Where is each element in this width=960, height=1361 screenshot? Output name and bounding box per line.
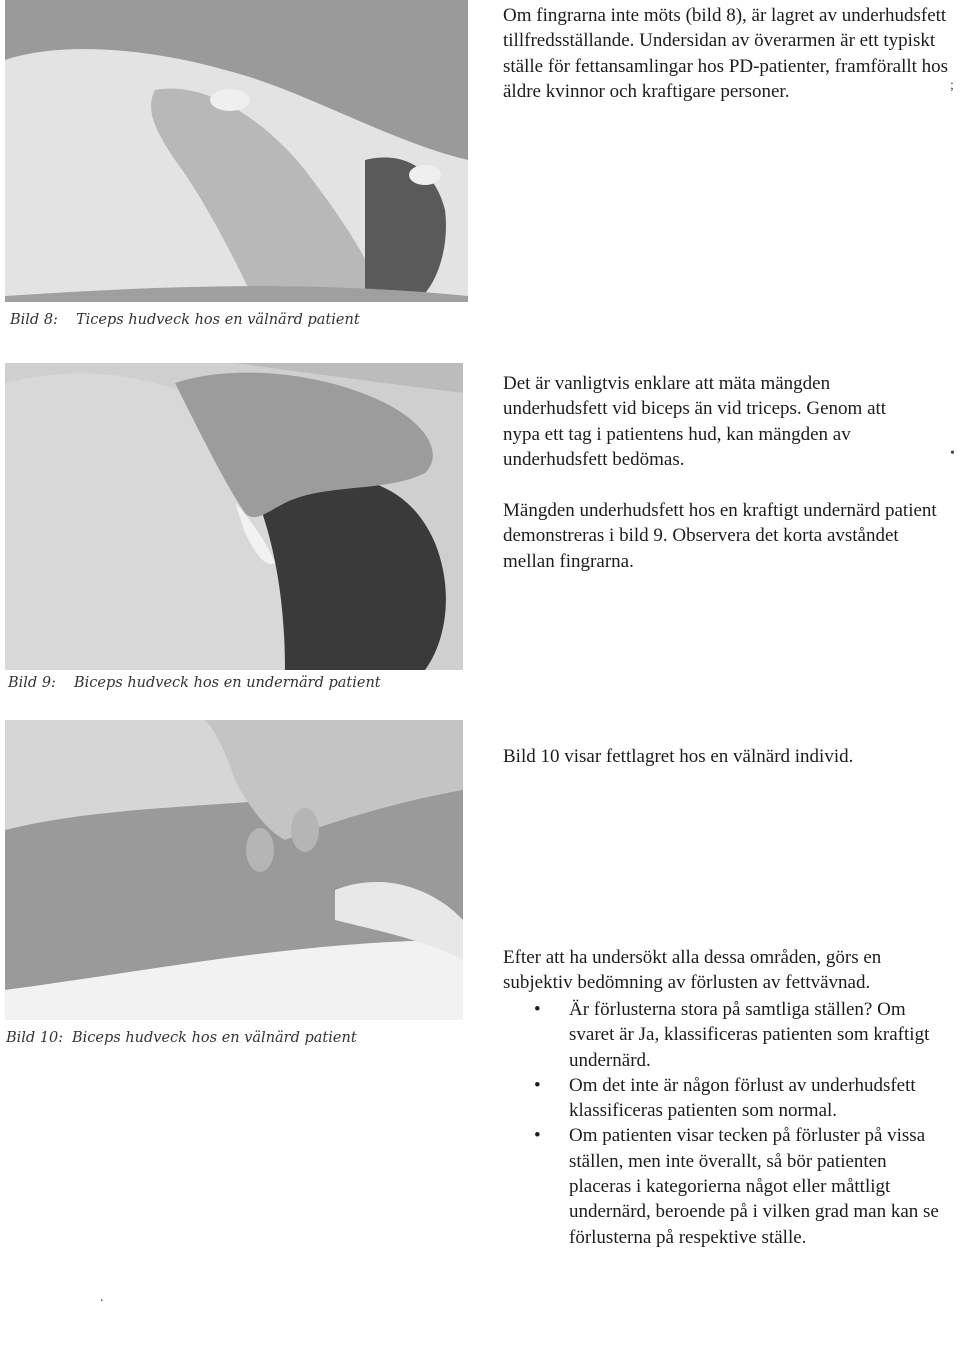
biceps-paragraph-1: Det är vanligtvis enklare att mäta mängden underhudsfett vid biceps än vid triceps. Genom att nypa ett tag i patientens hud, kan mängden av underhudsfett bedömas. — [503, 373, 887, 470]
scan-mark: . — [100, 1290, 104, 1305]
caption-bild-9 — [8, 675, 381, 691]
bullet-icon: • — [534, 1125, 541, 1147]
list-item-text: Är förlusterna stora på samtliga ställen? Om svaret är Ja, klassificeras patienten som kraftigt undernärd. — [569, 999, 930, 1071]
list-item — [504, 1123, 944, 1249]
caption-bild-10 — [6, 1030, 357, 1046]
scan-mark: • — [950, 446, 955, 461]
caption-number: Bild 10: — [6, 1030, 64, 1046]
biceps-paragraph-2: Mängden underhudsfett hos en kraftigt undernärd patient demonstreras i bild 9. Observera det korta avståndet mellan fingrarna. — [503, 500, 937, 572]
list-item — [504, 1073, 944, 1124]
intro-paragraph: Om fingrarna inte möts (bild 8), är lagret av underhudsfett tillfredsställande. Undersidan av överarmen är ett typiskt ställe för fettansamlingar hos PD-patienter, framförallt hos äldre kvinnor och kraftigare personer. — [503, 5, 949, 102]
caption-text: Biceps hudveck hos en välnärd patient — [72, 1030, 357, 1046]
summary-paragraph: Efter att ha undersökt alla dessa områden, görs en subjektiv bedömning av förlusten av fettvävnad. — [503, 947, 882, 994]
caption-bild-8 — [10, 312, 360, 328]
photo-bild-8 — [5, 0, 468, 302]
photo-bild-8-image — [5, 0, 468, 302]
photo-bild-10-image — [5, 720, 463, 1020]
bullet-icon: • — [534, 999, 541, 1020]
photo-bild-9 — [5, 363, 463, 670]
caption-number: Bild 8: — [10, 312, 58, 328]
list-item-text: Om det inte är någon förlust av underhudsfett klassificeras patienten som normal. — [569, 1074, 916, 1122]
list-item — [504, 997, 944, 1073]
caption-text: Ticeps hudveck hos en välnärd patient — [76, 312, 360, 328]
scan-mark: ; — [950, 78, 954, 93]
caption-number: Bild 9: — [8, 675, 56, 691]
list-item-text: Om patienten visar tecken på förluster på vissa ställen, men inte överallt, så bör patienten placeras i kategorierna något eller måttligt undernärd, beroende på i vilken grad man kan se förlusterna på respektive ställe. — [569, 1125, 939, 1248]
photo-bild-9-image — [5, 363, 463, 670]
assessment-list — [504, 997, 944, 1250]
photo-bild-10 — [5, 720, 463, 1020]
bullet-icon: • — [534, 1074, 541, 1096]
caption-text: Biceps hudveck hos en undernärd patient — [74, 675, 381, 691]
bild10-paragraph: Bild 10 visar fettlagret hos en välnärd individ. — [503, 746, 854, 767]
